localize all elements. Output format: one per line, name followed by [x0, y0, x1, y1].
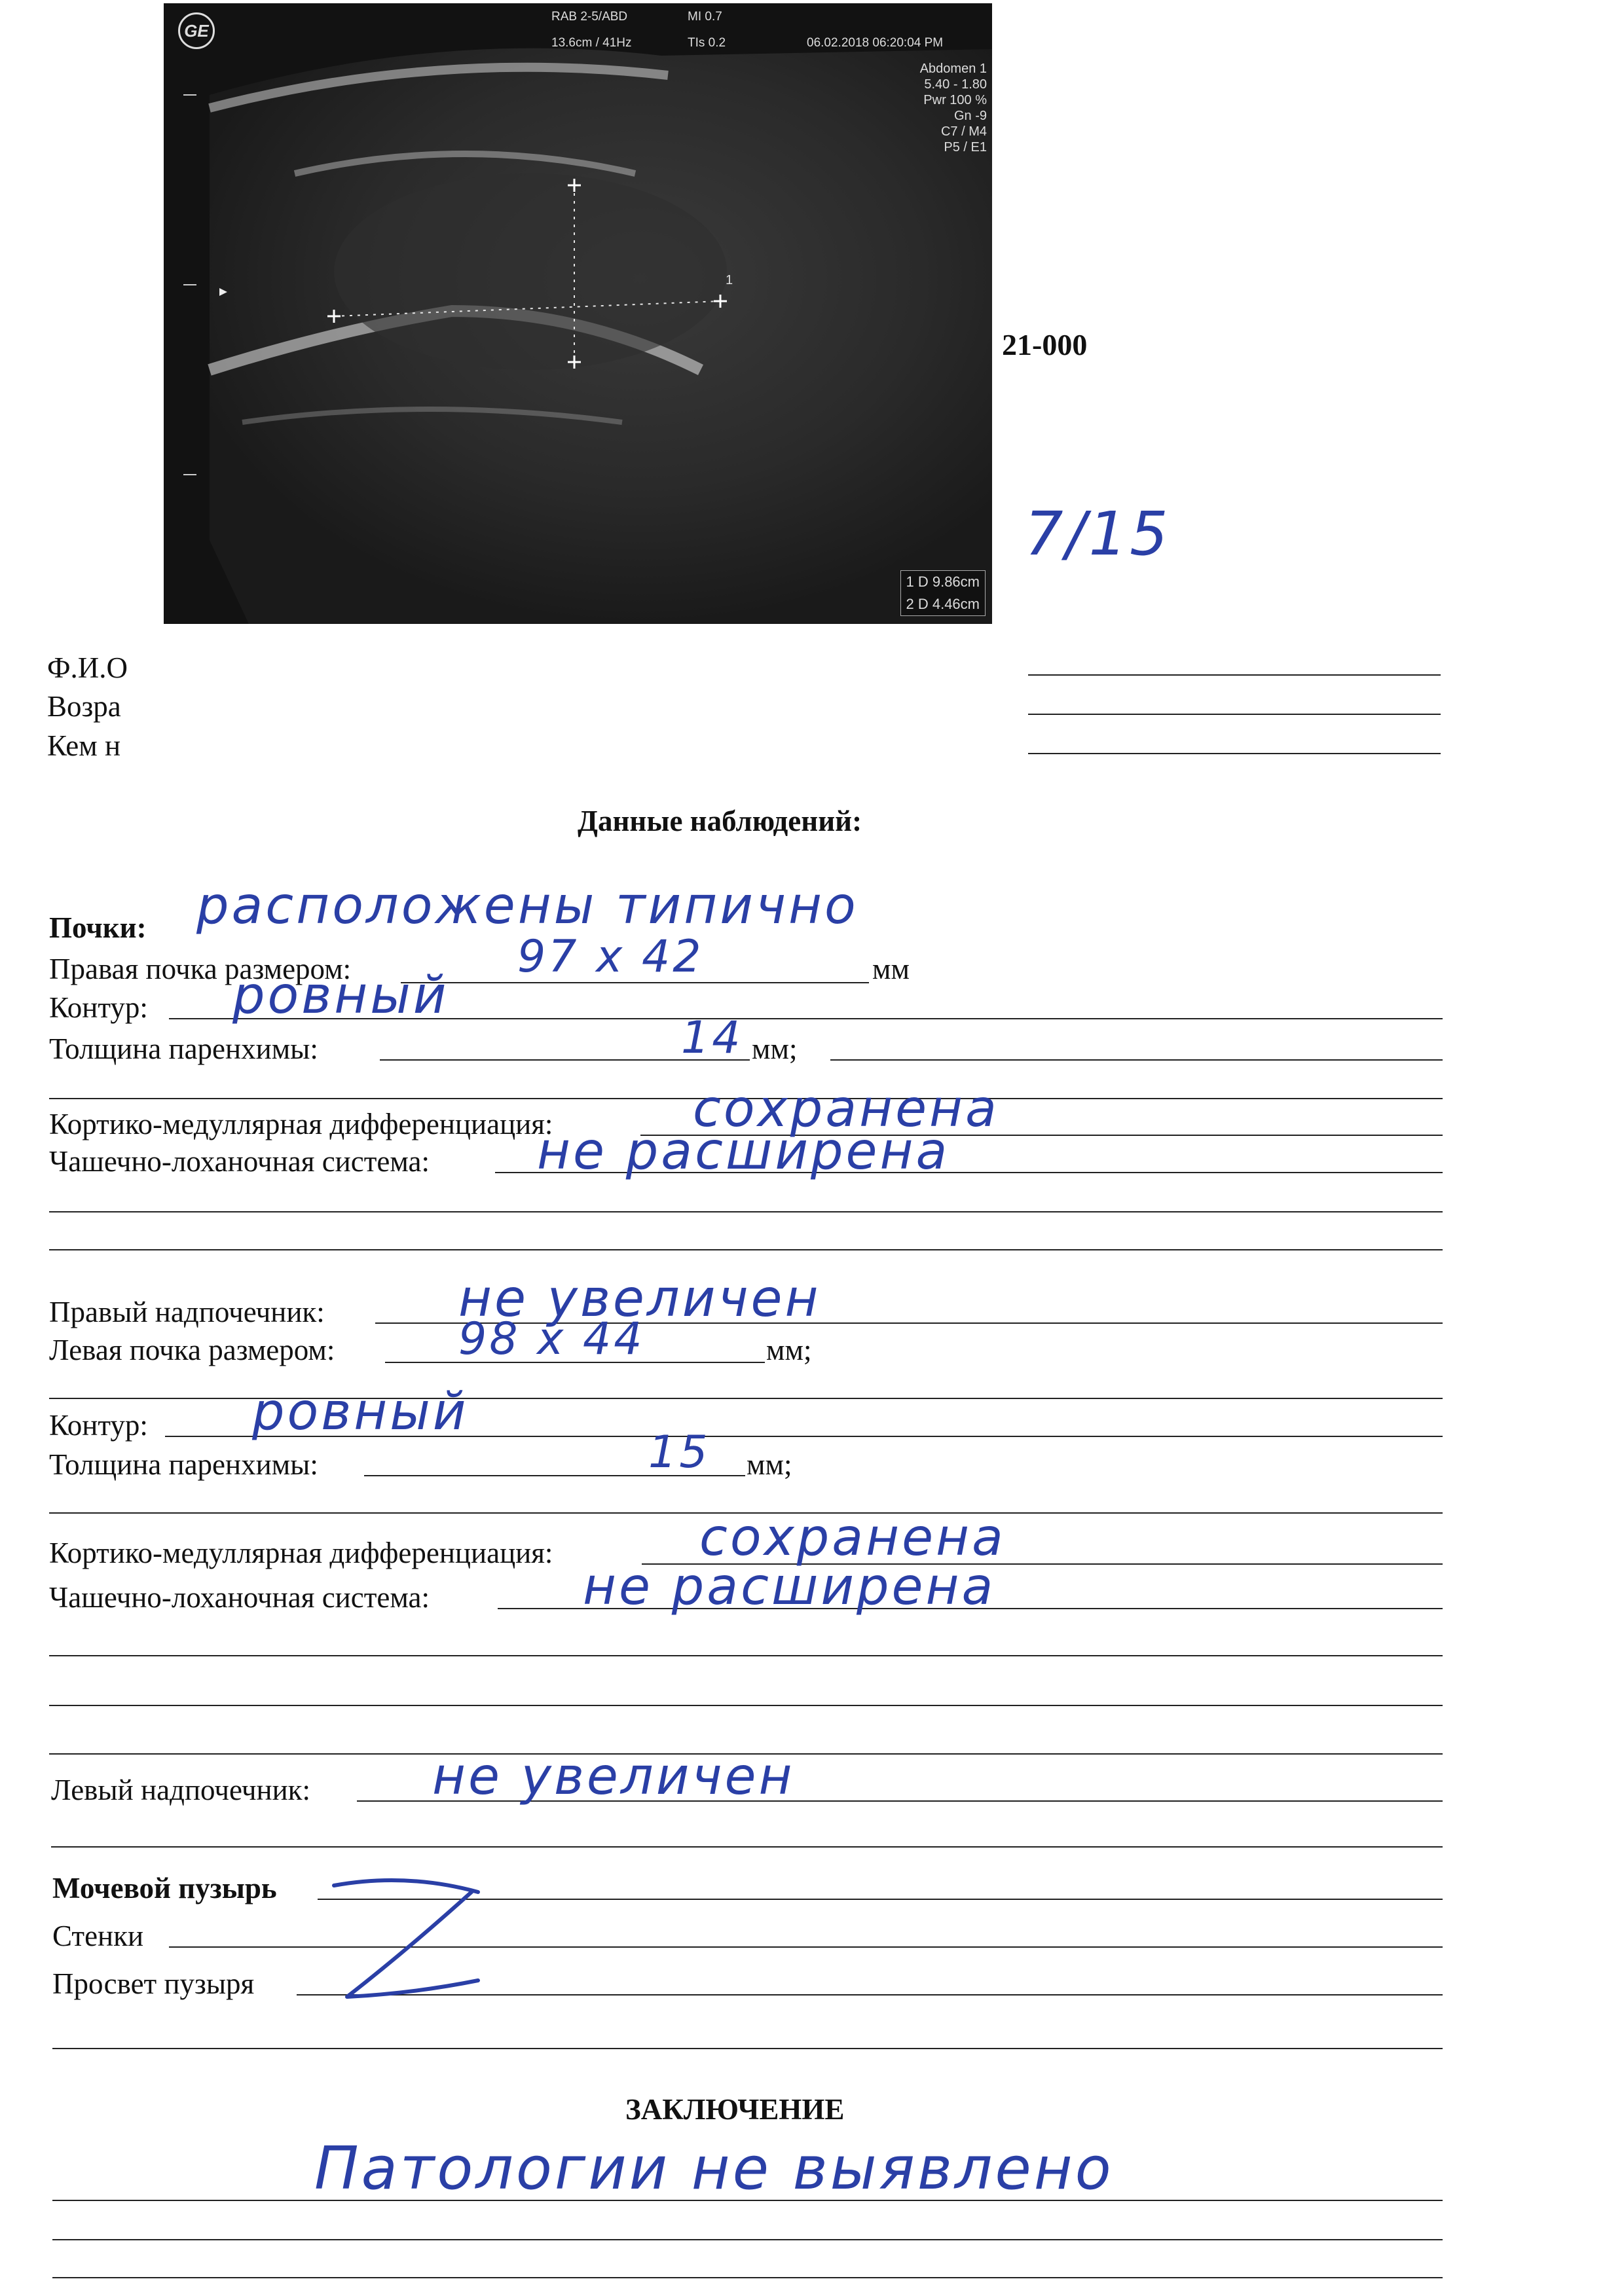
right-parenchyma-extra-line [830, 1059, 1443, 1061]
left-cmd-value: сохранена [699, 1508, 1006, 1567]
left-cls-label: Чашечно-лоханочная система: [49, 1581, 430, 1614]
fio-line [1028, 674, 1441, 676]
depth-label: 13.6cm / 41Hz [551, 36, 632, 50]
datetime-label: 06.02.2018 06:20:04 PM [807, 36, 944, 50]
left-contour-label: Контур: [49, 1409, 148, 1442]
right-adrenal-label: Правый надпочечник: [49, 1296, 325, 1328]
fio-label: Ф.И.О [47, 651, 128, 684]
measurements-box [900, 570, 986, 616]
right-contour-value: ровный [232, 966, 449, 1025]
blank-line [51, 1846, 1443, 1848]
left-contour-value: ровный [252, 1383, 469, 1442]
right-parenchyma-unit: мм; [752, 1032, 798, 1065]
ultrasound-scan [164, 3, 992, 624]
right-contour-label: Контур: [49, 991, 148, 1024]
right-adrenal-value: не увеличен [458, 1269, 821, 1328]
referrer-label: Кем н [47, 729, 121, 762]
left-adrenal-label: Левый надпочечник: [51, 1774, 311, 1806]
referrer-line [1028, 753, 1441, 754]
conclusion-value: Патологии не выявлено [314, 2134, 1114, 2203]
right-kidney-size-unit: мм [872, 953, 910, 985]
blank-line [52, 2239, 1443, 2240]
age-line [1028, 714, 1441, 715]
right-parenchyma-value: 14 [681, 1012, 743, 1064]
left-kidney-size-value: 98 x 44 [458, 1313, 645, 1365]
left-parenchyma-label: Толщина паренхимы: [49, 1448, 318, 1481]
left-kidney-size-unit: мм; [766, 1334, 812, 1366]
right-parenchyma-label: Толщина паренхимы: [49, 1032, 318, 1065]
kidneys-value: расположены типично [196, 877, 858, 936]
handwritten-number: 7/15 [1025, 499, 1171, 569]
conclusion-title: ЗАКЛЮЧЕНИЕ [625, 2093, 845, 2126]
report-code: 21-000 [1002, 328, 1088, 361]
ultrasound-image [164, 3, 992, 624]
right-cls-label: Чашечно-лоханочная система: [49, 1145, 430, 1178]
right-cmd-value: сохранена [693, 1080, 999, 1139]
age-label: Возра [47, 690, 121, 723]
ge-logo-icon: GE [178, 12, 215, 49]
bladder-title: Мочевой пузырь [52, 1872, 277, 1904]
left-parenchyma-unit: мм; [747, 1448, 792, 1481]
blank-line [52, 2277, 1443, 2278]
right-cls-value: не расширена [537, 1122, 950, 1181]
scan-params: Abdomen 1 5.40 - 1.80 Pwr 100 % Gn -9 C7 / M4 P5 / E1 [919, 62, 987, 155]
conclusion-line [52, 2200, 1443, 2201]
blank-line [52, 2048, 1443, 2049]
left-cmd-label: Кортико-медуллярная дифференциация: [49, 1537, 553, 1569]
left-adrenal-value: не увеличен [432, 1747, 795, 1806]
left-kidney-size-label: Левая почка размером: [49, 1334, 335, 1366]
section-title: Данные наблюдений: [578, 805, 862, 837]
bladder-walls-label: Стенки [52, 1920, 144, 1952]
right-kidney-size-label: Правая почка размером: [49, 953, 352, 985]
right-cmd-label: Кортико-медуллярная дифференциация: [49, 1108, 553, 1140]
bladder-lumen-label: Просвет пузыря [52, 1967, 255, 2000]
blank-line [49, 1705, 1443, 1706]
probe-label: RAB 2-5/ABD [551, 10, 628, 24]
measurement-1: 1 D 9.86cm [906, 574, 980, 590]
blank-line [49, 1211, 1443, 1212]
mi-label: MI 0.7 [688, 10, 722, 24]
z-strike-mark [308, 1866, 504, 2010]
left-parenchyma-value: 15 [648, 1427, 710, 1478]
right-kidney-size-value: 97 x 42 [517, 931, 704, 983]
measurement-2: 2 D 4.46cm [906, 596, 980, 612]
blank-line [49, 1655, 1443, 1656]
tis-label: TIs 0.2 [688, 36, 726, 50]
blank-line [49, 1249, 1443, 1250]
caliper-label: 1 [726, 273, 733, 287]
left-cls-value: не расширена [583, 1558, 996, 1616]
kidneys-label: Почки: [49, 911, 147, 944]
